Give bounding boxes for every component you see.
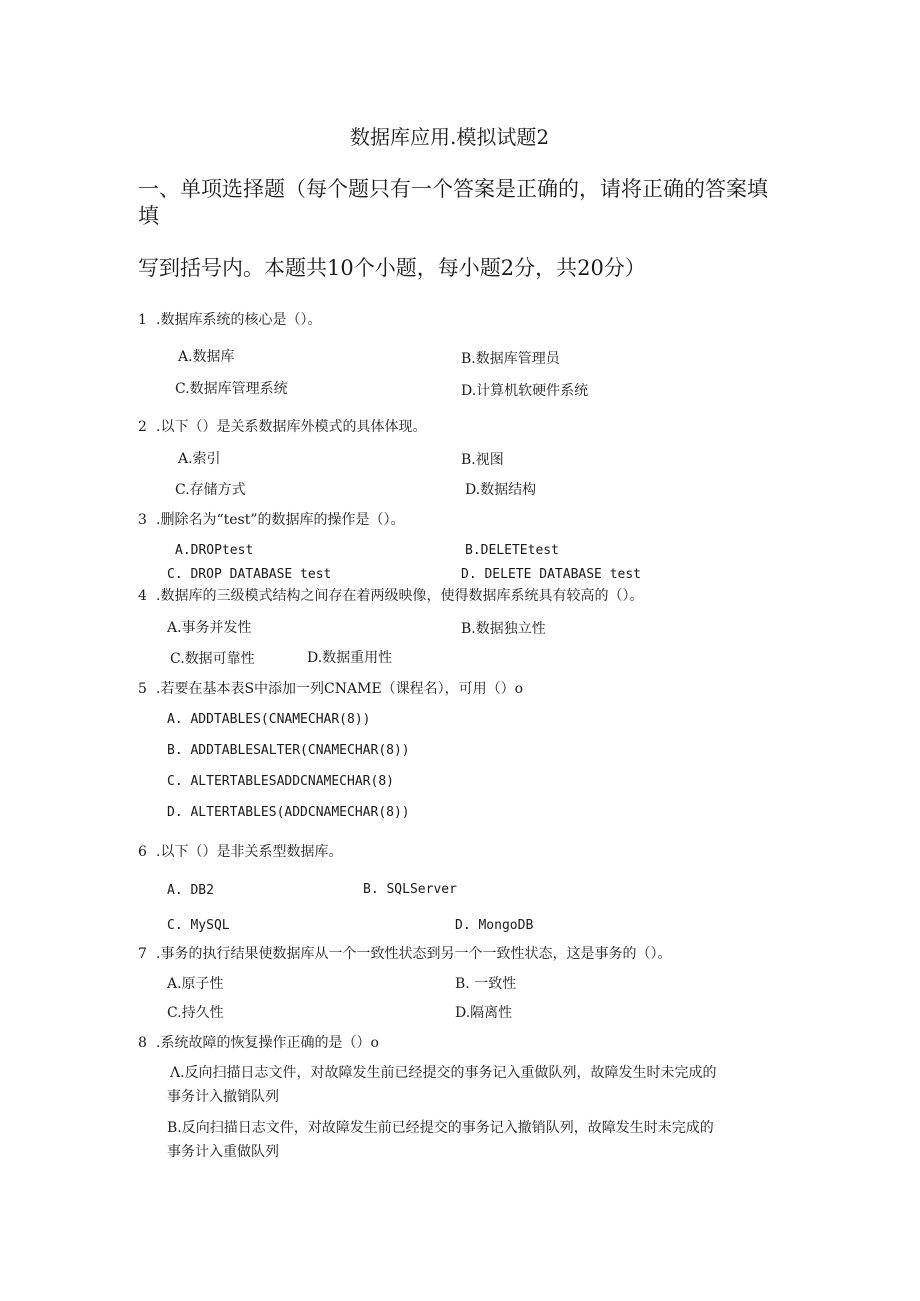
- option-b: B. SQLServer: [363, 882, 457, 897]
- option-c: C. MySQL: [167, 918, 230, 933]
- section-heading-line2: 写到括号内。本题共10个小题，每小题2分，共20分）: [138, 256, 646, 280]
- option-d: D. ALTERTABLES(ADDCNAMECHAR(8)): [167, 805, 410, 820]
- option-d: D.数据结构: [465, 482, 537, 498]
- section-heading-line1: 一、单项选择题（每个题只有一个答案是正确的，请将正确的答案填: [138, 177, 768, 201]
- option-c: C. ALTERTABLESADDCNAMECHAR(8): [167, 774, 394, 789]
- option-a-continued: 事务计入撤销队列: [167, 1089, 279, 1105]
- option-a: A.索引: [178, 451, 221, 467]
- option-c: C.持久性: [167, 1005, 224, 1021]
- section-heading-line1-wrap: 填: [138, 204, 159, 228]
- option-b: B.视图: [461, 452, 504, 468]
- question-text: .系统故障的恢复操作正确的是（）o: [156, 1035, 379, 1051]
- option-d: D. MongoDB: [455, 918, 534, 933]
- option-c: C.数据可靠性: [170, 651, 255, 667]
- option-a: A.数据库: [178, 349, 235, 365]
- question-text: .数据库的三级模式结构之间存在着两级映像，使得数据库系统具有较高的（）。: [156, 588, 644, 604]
- question-text: .删除名为“test”的数据库的操作是（）。: [156, 512, 405, 528]
- option-a: A.事务并发性: [167, 620, 252, 636]
- question-number: 3: [138, 512, 147, 528]
- question-text: .事务的执行结果使数据库从一个一致性状态到另一个一致性状态，这是事务的（）。: [156, 946, 672, 962]
- option-a: A.DROPtest: [175, 543, 254, 558]
- option-b: B.DELETEtest: [465, 543, 559, 558]
- question-number: 5: [138, 681, 147, 697]
- question-text: .以下（）是关系数据库外模式的具体体现。: [156, 419, 427, 435]
- option-c: C. DROP DATABASE test: [167, 567, 332, 582]
- question-number: 4: [138, 588, 147, 604]
- option-b-continued: 事务计入重做队列: [167, 1144, 279, 1160]
- question-text: .以下（）是非关系型数据库。: [156, 844, 343, 860]
- question-number: 8: [138, 1035, 147, 1051]
- question-number: 1: [138, 312, 147, 328]
- option-a: A. DB2: [167, 883, 214, 898]
- option-b: B.反向扫描日志文件，对故障发生前已经提交的事务记入撤销队列，故障发生时未完成的: [167, 1120, 714, 1136]
- option-a: Λ.反向扫描日志文件，对故障发生前已经提交的事务记入重做队列，故障发生时未完成的: [170, 1065, 717, 1081]
- option-a: A. ADDTABLES(CNAMECHAR(8)): [167, 712, 371, 727]
- question-number: 6: [138, 844, 147, 860]
- question-text: .若要在基本表S中添加一列CNAME（课程名），可用（）o: [156, 681, 524, 697]
- question-text: .数据库系统的核心是（）。: [156, 312, 322, 328]
- option-a: A.原子性: [167, 976, 224, 992]
- question-number: 2: [138, 419, 147, 435]
- page-title: 数据库应用.模拟试题2: [350, 125, 550, 149]
- option-d: D.隔离性: [455, 1005, 513, 1021]
- option-b: B.数据独立性: [461, 621, 546, 637]
- option-b: B. 一致性: [455, 976, 517, 992]
- option-c: C.数据库管理系统: [175, 381, 288, 397]
- option-c: C.存储方式: [175, 482, 246, 498]
- option-d: D. DELETE DATABASE test: [461, 567, 642, 582]
- option-b: B. ADDTABLESALTER(CNAMECHAR(8)): [167, 743, 410, 758]
- question-number: 7: [138, 946, 147, 962]
- option-d: D.计算机软硬件系统: [461, 383, 589, 399]
- option-d: D.数据重用性: [307, 650, 393, 666]
- option-b: B.数据库管理员: [461, 351, 560, 367]
